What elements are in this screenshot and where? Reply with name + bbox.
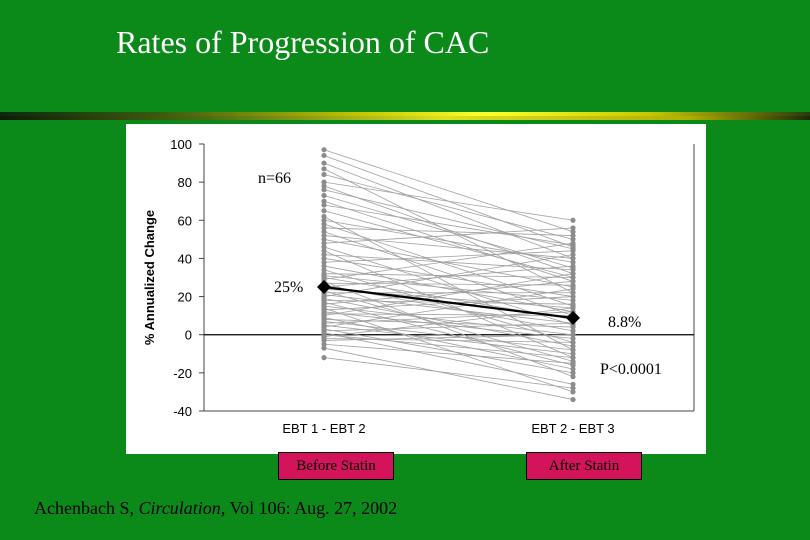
- subject-point-after: [570, 386, 575, 391]
- y-tick-label: -20: [173, 365, 192, 381]
- subject-point-before: [321, 160, 326, 165]
- subject-line: [324, 228, 573, 236]
- p-value-annotation: P<0.0001: [600, 361, 662, 378]
- x-tick-label: EBT 1 - EBT 2: [282, 421, 366, 436]
- y-axis-title: % Annualized Change: [142, 209, 157, 346]
- subject-point-after: [570, 241, 575, 246]
- progression-chart: [126, 124, 706, 454]
- subject-point-after: [570, 361, 575, 366]
- subject-point-after: [570, 252, 575, 257]
- subject-line: [324, 224, 573, 306]
- subject-point-before: [321, 153, 326, 158]
- subject-line: [324, 182, 573, 220]
- subject-point-after: [570, 279, 575, 284]
- subject-point-after: [570, 263, 575, 268]
- title-divider-highlight: [0, 116, 810, 120]
- subject-point-before: [321, 187, 326, 192]
- x-tick-label: EBT 2 - EBT 3: [531, 421, 615, 436]
- subject-point-after: [570, 294, 575, 299]
- subject-point-before: [321, 172, 326, 177]
- subject-point-before: [321, 193, 326, 198]
- subject-point-before: [321, 202, 326, 207]
- y-tick-label: -40: [173, 404, 192, 419]
- subject-point-before: [321, 345, 326, 350]
- subject-point-after: [570, 233, 575, 238]
- subject-point-after: [570, 397, 575, 402]
- subject-point-after: [570, 225, 575, 230]
- mean-after-label: 8.8%: [608, 314, 642, 331]
- citation-authors: Achenbach S,: [34, 498, 139, 518]
- subject-point-before: [321, 208, 326, 213]
- mean-line: [324, 287, 573, 318]
- mean-before-label: 25%: [274, 279, 304, 296]
- before-statin-label: Before Statin: [278, 452, 394, 480]
- after-statin-label: After Statin: [526, 452, 642, 480]
- subject-point-after: [570, 355, 575, 360]
- subject-point-before: [321, 355, 326, 360]
- subject-point-after: [570, 218, 575, 223]
- citation: [34, 498, 397, 519]
- subject-point-after: [570, 340, 575, 345]
- citation-details: , Vol 106: Aug. 27, 2002: [220, 498, 398, 518]
- y-tick-label: 60: [177, 213, 192, 229]
- y-tick-label: 0: [184, 327, 192, 343]
- y-tick-label: 80: [177, 175, 192, 191]
- subject-point-after: [570, 271, 575, 276]
- subject-point-after: [570, 305, 575, 310]
- subject-point-after: [570, 286, 575, 291]
- chart-panel: [126, 124, 706, 454]
- subject-point-before: [321, 166, 326, 171]
- y-tick-label: 40: [177, 251, 192, 267]
- y-tick-label: 100: [170, 137, 192, 152]
- citation-journal: Circulation: [138, 498, 221, 518]
- subject-point-after: [570, 332, 575, 337]
- subject-line: [324, 276, 573, 301]
- slide-title: Rates of Progression of CAC: [116, 24, 490, 60]
- y-tick-label: 20: [177, 289, 192, 305]
- subject-line: [324, 270, 573, 342]
- n-annotation: n=66: [258, 170, 292, 187]
- subject-point-after: [570, 370, 575, 375]
- subject-point-before: [321, 147, 326, 152]
